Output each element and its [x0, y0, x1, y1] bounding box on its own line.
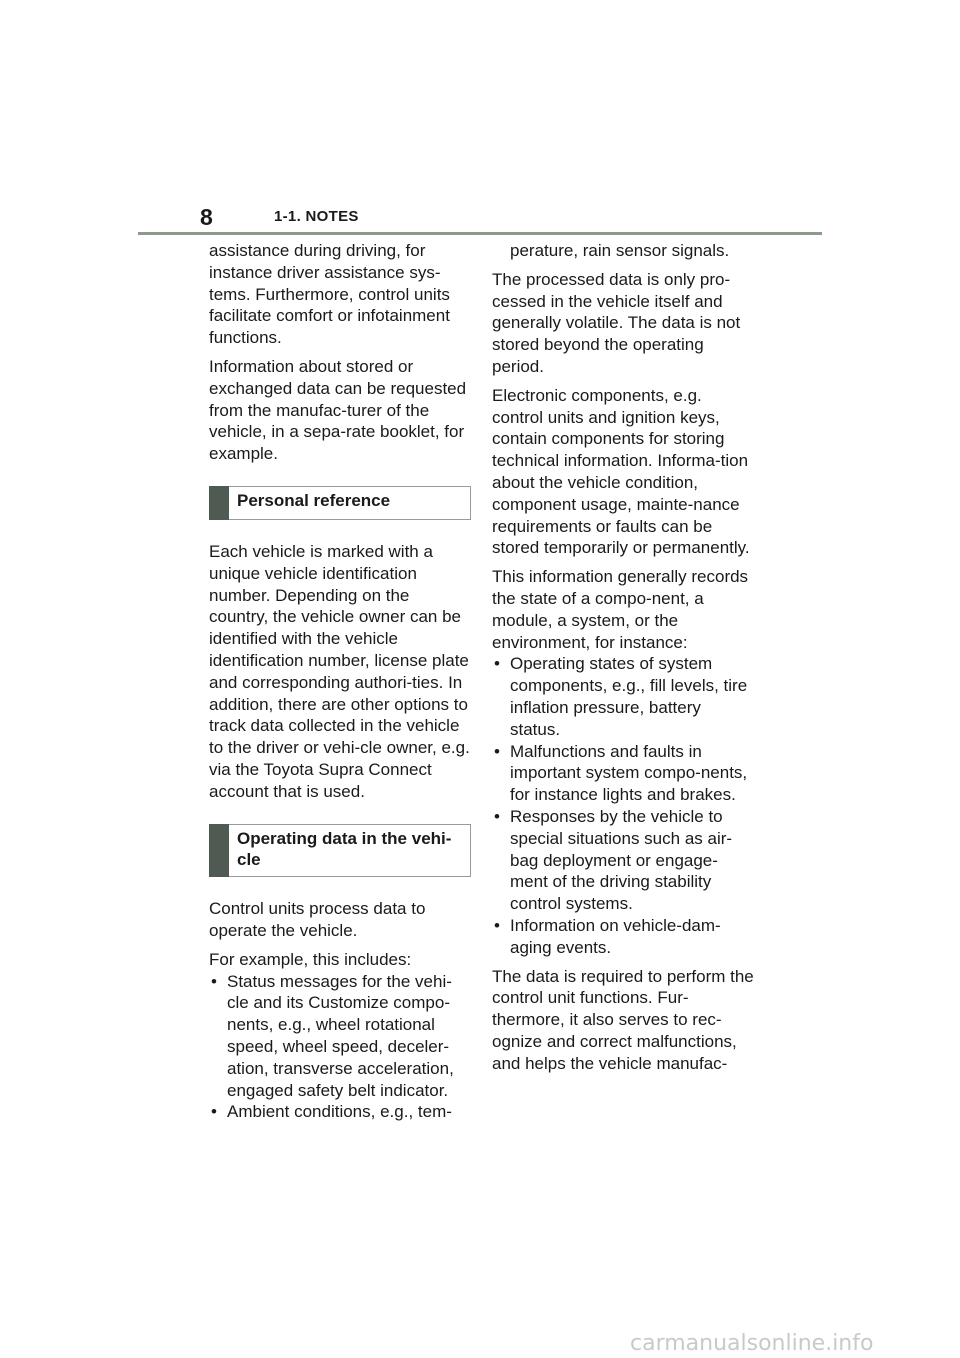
body-paragraph: The processed data is only pro-cessed in the vehicle itself and generally volatile. The data is not stored beyond the operating period. [492, 269, 741, 376]
subheading-bar [209, 824, 229, 878]
list-item: • Operating states of system components, e.g., fill levels, tire inflation pressure, battery status. [494, 654, 748, 739]
continued-bullet-text: perature, rain sensor signals. [510, 241, 730, 260]
bullet-icon: • [211, 1102, 217, 1122]
watermark: carmanualsonline.info [630, 1331, 874, 1356]
header-divider [138, 232, 822, 235]
subheading-label: Personal reference [237, 490, 391, 510]
subheading-bar [209, 486, 229, 520]
body-paragraph: This information generally records the state of a compo-nent, a module, a system, or the environment, for instance: [492, 567, 749, 652]
operating-data-paragraph: For example, this includes: [209, 949, 412, 969]
operating-data-paragraph: Control units process data to operate the vehicle. [209, 899, 426, 940]
bullet-icon: • [494, 915, 500, 935]
section-header: 1-1. NOTES [274, 208, 359, 225]
bullet-icon: • [211, 971, 217, 991]
personal-reference-paragraph: Each vehicle is marked with a unique vehicle identification number. Depending on the country, the vehicle owner can be identified with the vehicle identification number, license plate and corresponding authori-ties. In addition, there are other options to track data collected in the vehicle to the driver or vehi-cle owner, e.g. via the Toyota Supra Connect account that is used. [209, 541, 470, 801]
operating-data-bullet-list [209, 971, 471, 1124]
list-item: • Status messages for the vehi-cle and its Customize compo-nents, e.g., wheel rotational speed, wheel speed, deceler-ation, transverse acceleration, engaged safety belt indicator. [211, 971, 454, 1100]
page-number: 8 [200, 204, 213, 230]
list-item: • Ambient conditions, e.g., tem- [211, 1102, 452, 1122]
subheading-label: Operating data in the vehi-cle [237, 828, 452, 870]
left-column [209, 240, 471, 1130]
list-item: • Malfunctions and faults in important system compo-nents, for instance lights and brakes. [494, 741, 748, 805]
bullet-icon: • [494, 654, 500, 674]
body-paragraph: Electronic components, e.g. control units and ignition keys, contain components for storing technical information. Informa-tion about the vehicle condition, component usage, mainte-nance requirements or faults can be stored temporarily or permanently. [492, 385, 750, 558]
list-item: • Responses by the vehicle to special situations such as air-bag deployment or engage-ment of the driving stability control systems. [494, 806, 733, 914]
bullet-icon: • [494, 741, 500, 761]
state-bullet-list [492, 653, 754, 958]
intro-paragraph: Information about stored or exchanged data can be requested from the manufac-turer of the vehicle, in a sepa-rate booklet, for example. [209, 356, 467, 464]
subheading-operating-data [209, 824, 471, 878]
bullet-icon: • [494, 806, 500, 826]
closing-paragraph: The data is required to perform the control unit functions. Fur-thermore, it also serves to rec-ognize and correct malfunctions, and helps the vehicle manufac- [492, 966, 754, 1073]
right-column [492, 240, 754, 1081]
subheading-personal-reference [209, 486, 471, 520]
list-item: • Information on vehicle-dam-aging events. [494, 915, 721, 957]
intro-paragraph: assistance during driving, for instance driver assistance sys-tems. Furthermore, control units facilitate comfort or infotainment functions. [209, 241, 450, 348]
